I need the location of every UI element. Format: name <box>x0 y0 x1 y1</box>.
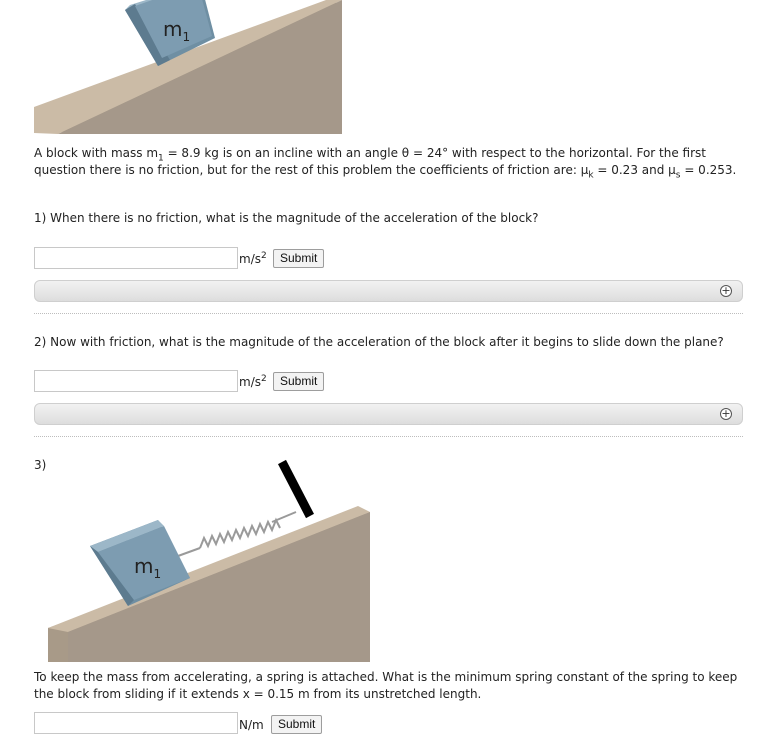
question-3-text: To keep the mass from accelerating, a spring is attached. What is the minimum spring constant of the spring to keep the block from sliding if it extends x = 0.15 m from its unstretched length. <box>34 670 738 701</box>
question-3-submit-button[interactable]: Submit <box>271 715 322 734</box>
divider <box>34 313 743 314</box>
question-3-unit: N/m <box>239 718 264 732</box>
question-1-hint-bar[interactable] <box>34 280 743 302</box>
wall-bar <box>282 462 310 516</box>
question-1-answer-input[interactable] <box>34 247 238 269</box>
problem-intro: A block with mass $m_1 = 8.9$ kg is on an incline with an angle θ = 24° with respect to the horizontal. For the first question there is no friction, but for the rest of this problem the coefficients of friction are: $\mu_k = 0.23$ and $\mu_s = 0.253$. <box>34 146 737 181</box>
divider <box>34 436 743 437</box>
question-2-unit: $m/s^2$ <box>239 374 267 389</box>
block-label-2: $m_1$ <box>134 554 162 581</box>
block-label-1: $m_1$ <box>163 17 191 44</box>
question-3-number: 3) <box>34 458 47 472</box>
incline-figure-2 <box>40 450 380 662</box>
question-1-unit: $m/s^2$ <box>239 251 267 266</box>
plus-circle-icon[interactable]: + <box>721 284 731 297</box>
question-2-text: 2) Now with friction, what is the magnitude of the acceleration of the block after it begins to slide down the plane? <box>34 335 724 349</box>
plus-circle-icon[interactable]: + <box>721 407 731 420</box>
question-2-submit-button[interactable]: Submit <box>273 372 324 391</box>
question-2-hint-bar[interactable] <box>34 403 743 425</box>
question-2-answer-input[interactable] <box>34 370 238 392</box>
question-1-submit-button[interactable]: Submit <box>273 249 324 268</box>
question-1-text: 1) When there is no friction, what is the magnitude of the acceleration of the block? <box>34 211 539 225</box>
question-3-answer-input[interactable] <box>34 712 238 734</box>
